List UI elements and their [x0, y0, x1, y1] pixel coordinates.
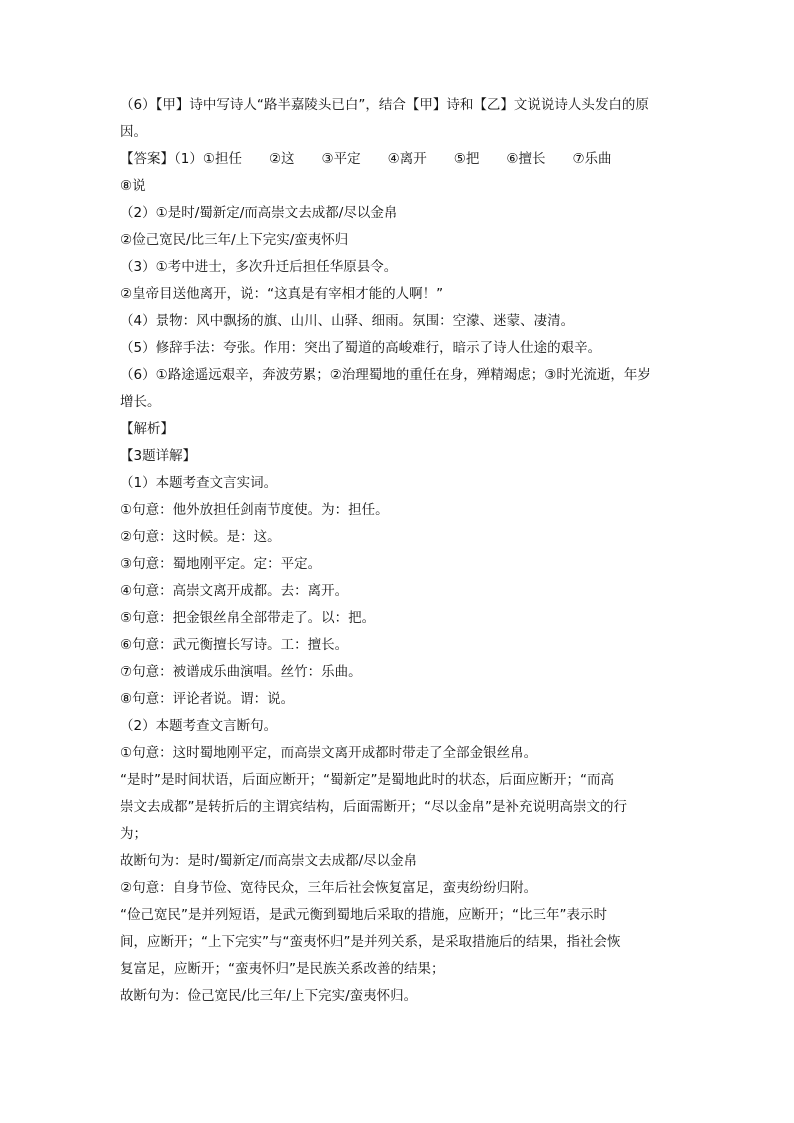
- text-line: （2）本题考查文言断句。: [120, 718, 278, 734]
- text-line: 【解析】: [120, 421, 174, 437]
- text-line: 故断句为：俭己宽民/比三年/上下完实/蛮夷怀归。: [120, 988, 418, 1004]
- text-line: 间，应断开；“上下完实”与“蛮夷怀归”是并列关系，是采取措施后的结果，指社会恢: [120, 934, 621, 950]
- text-line: ④句意：高崇文离开成都。去：离开。: [120, 583, 349, 599]
- text-line: 复富足，应断开；“蛮夷怀归”是民族关系改善的结果；: [120, 961, 445, 977]
- text-line: ⑤句意：把金银丝帛全部带走了。以：把。: [120, 610, 376, 626]
- text-line: ①句意：他外放担任剑南节度使。为：担任。: [120, 502, 389, 518]
- text-line: “是时”是时间状语，后面应断开；“蜀新定”是蜀地此时的状态，后面应断开；“而高: [120, 772, 614, 788]
- text-line: （1）本题考查文言实词。: [120, 475, 278, 491]
- text-line: ⑧句意：评论者说。谓：说。: [120, 691, 295, 707]
- text-line: （3）①考中进士，多次升迁后担任华原县令。: [120, 259, 398, 275]
- text-line: ⑦句意：被谱成乐曲演唱。丝竹：乐曲。: [120, 664, 362, 680]
- text-line: 增长。: [120, 394, 161, 410]
- text-line: 故断句为：是时/蜀新定/而高崇文去成都/尽以金帛: [120, 853, 418, 869]
- text-line: （6）①路途遥远艰辛，奔波劳累；②治理蜀地的重任在身，殚精竭虑；③时光流逝，年岁: [120, 367, 651, 383]
- text-line: ②句意：自身节俭、宽待民众，三年后社会恢复富足，蛮夷纷纷归附。: [120, 880, 538, 896]
- text-line: ⑧说: [120, 178, 146, 194]
- text-line: ②俭己宽民/比三年/上下完实/蛮夷怀归: [120, 232, 349, 248]
- text-line: ③句意：蜀地刚平定。定：平定。: [120, 556, 322, 572]
- text-line: 因。: [120, 124, 147, 140]
- text-line: “俭己宽民”是并列短语，是武元衡到蜀地后采取的措施，应断开；“比三年”表示时: [120, 907, 607, 923]
- text-line: （5）修辞手法：夸张。作用：突出了蜀道的高峻难行，暗示了诗人仕途的艰辛。: [120, 340, 602, 356]
- text-line: （6）【甲】诗中写诗人“路半嘉陵头已白”，结合【甲】诗和【乙】文说说诗人头发白的原: [120, 97, 649, 113]
- text-line: 【3题详解】: [120, 448, 197, 464]
- text-line: ②句意：这时候。是：这。: [120, 529, 281, 545]
- text-line: 【答案】（1）①担任 ②这 ③平定 ④离开 ⑤把 ⑥擅长 ⑦乐曲: [120, 151, 612, 167]
- document-body: [120, 92, 680, 1010]
- text-line: 崇文去成都”是转折后的主谓宾结构，后面需断开；“尽以金帛”是补充说明高崇文的行: [120, 799, 627, 815]
- text-line: ⑥句意：武元衡擅长写诗。工：擅长。: [120, 637, 349, 653]
- text-line: 为；: [120, 826, 147, 842]
- text-line: ②皇帝目送他离开，说：“这真是有宰相才能的人啊！”: [120, 286, 444, 302]
- text-line: ①句意：这时蜀地刚平定，而高崇文离开成都时带走了全部金银丝帛。: [120, 745, 538, 761]
- text-line: （4）景物：风中飘扬的旗、山川、山驿、细雨。氛围：空濛、迷蒙、凄清。: [120, 313, 575, 329]
- text-line: （2）①是时/蜀新定/而高崇文去成都/尽以金帛: [120, 205, 398, 221]
